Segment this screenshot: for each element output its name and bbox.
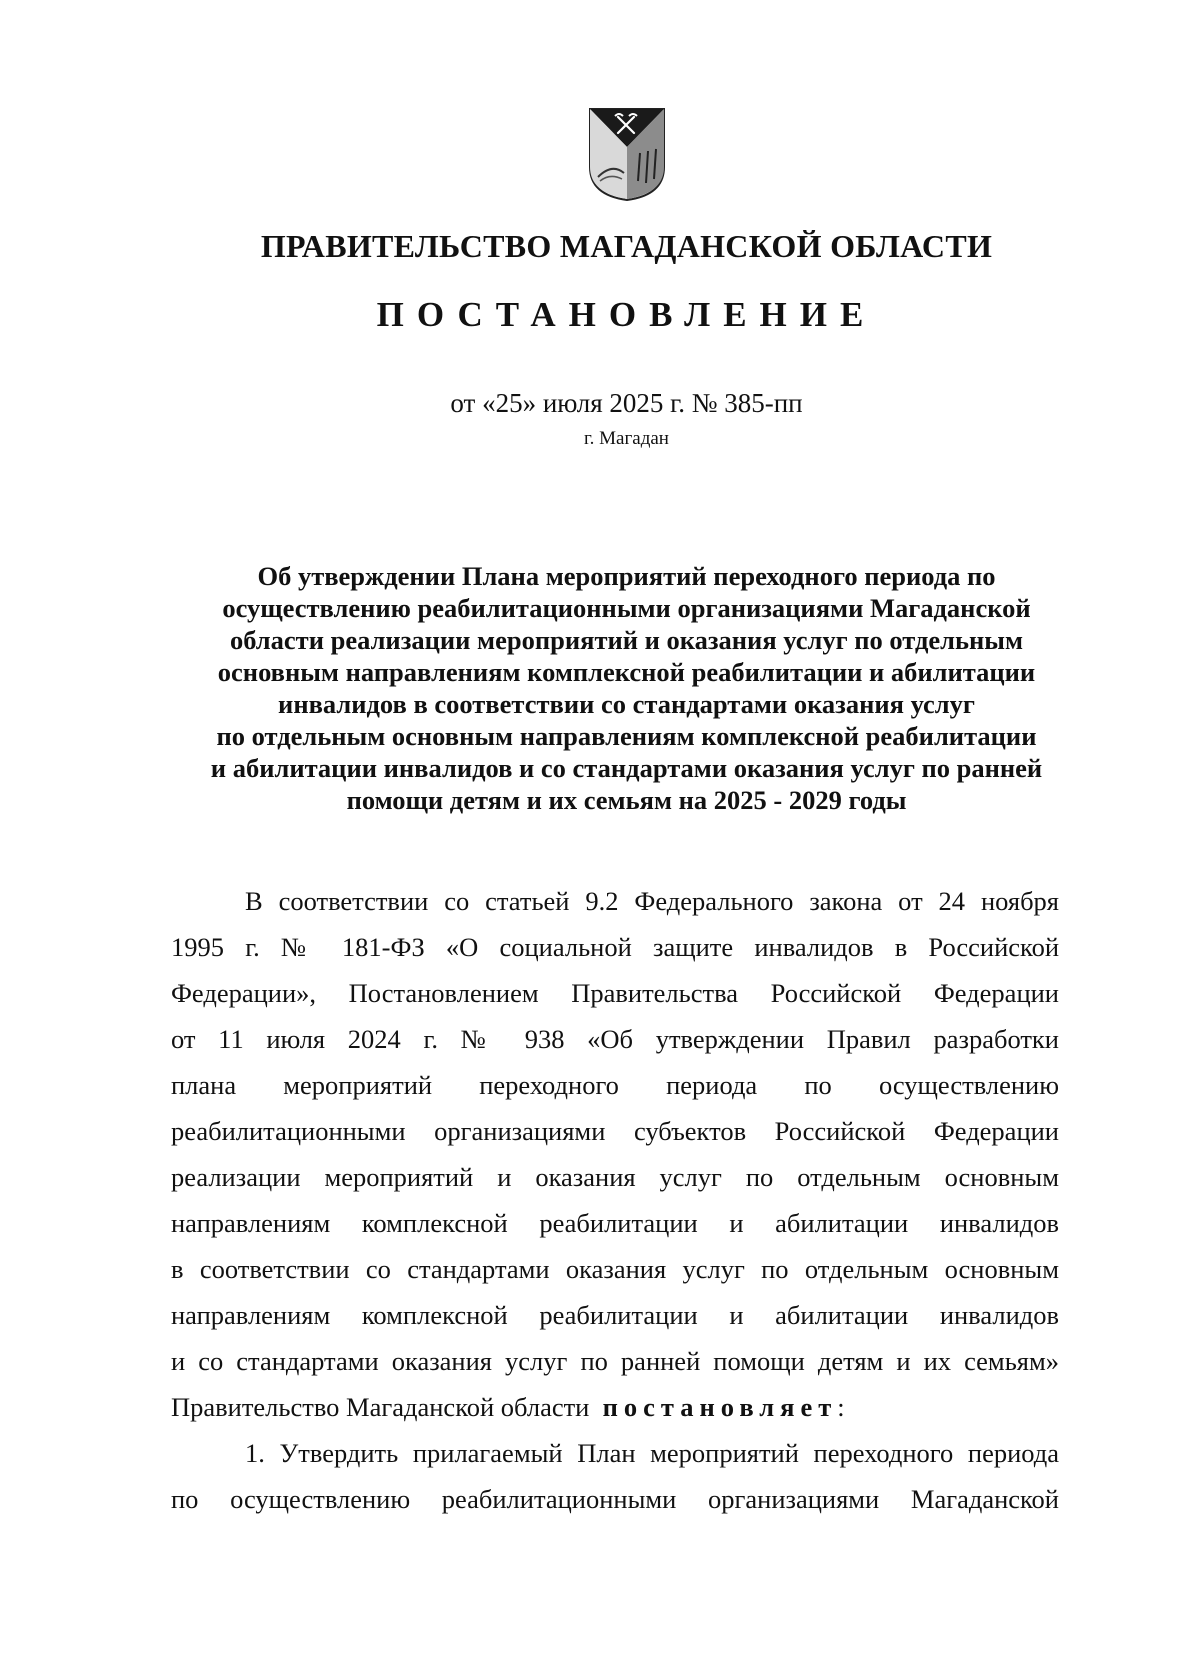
date-and-number: от «25» июля 2025 г. № 385-пп [450, 388, 803, 418]
title-line: по отдельным основным направлениям комплексной реабилитации [216, 721, 1037, 751]
coat-of-arms-icon [588, 107, 666, 202]
title-line: Об утверждении Плана мероприятий переходного периода по [257, 561, 996, 591]
resolution-suffix: : [837, 1392, 845, 1422]
city: г. Магадан [584, 428, 669, 449]
title-line: осуществлению реабилитационными организациями Магаданской [222, 593, 1031, 623]
body-line: направлениям комплексной реабилитации и абилитации инвалидов [171, 1300, 1059, 1330]
resolution-verb: постановляет [602, 1392, 838, 1422]
title-line: инвалидов в соответствии со стандартами оказания услуг [278, 689, 975, 719]
body-line: Федерации», Постановлением Правительства Российской Федерации [171, 978, 1059, 1008]
point-line: 1. Утвердить прилагаемый План мероприятий переходного периода [245, 1438, 1059, 1468]
title-line: и абилитации инвалидов и со стандартами оказания услуг по ранней [210, 753, 1043, 783]
point-line: по осуществлению реабилитационными организациями Магаданской [171, 1484, 1059, 1514]
body-line: реабилитационными организациями субъектов Российской Федерации [171, 1116, 1059, 1146]
title-line: основным направлениям комплексной реабилитации и абилитации [217, 657, 1036, 687]
document-body [171, 878, 1059, 1522]
body-line: и со стандартами оказания услуг по ранней помощи детям и их семьям» [171, 1346, 1059, 1376]
title-line: области реализации мероприятий и оказания услуг по отдельным [229, 625, 1024, 655]
body-line: 1995 г. № 181-ФЗ «О социальной защите инвалидов в Российской [171, 932, 1059, 962]
body-line: плана мероприятий переходного периода по осуществлению [171, 1070, 1059, 1100]
document-type: ПОСТАНОВЛЕНИЕ [376, 295, 877, 334]
organization-name: ПРАВИТЕЛЬСТВО МАГАДАНСКОЙ ОБЛАСТИ [260, 228, 993, 264]
body-line: от 11 июля 2024 г. № 938 «Об утверждении Правил разработки [171, 1024, 1059, 1054]
document-title [150, 560, 1103, 816]
title-line: помощи детям и их семьям на 2025 - 2029 годы [346, 785, 907, 815]
body-line: направлениям комплексной реабилитации и абилитации инвалидов [171, 1208, 1059, 1238]
body-line: реализации мероприятий и оказания услуг по отдельным основным [171, 1162, 1059, 1192]
resolution-line [171, 1384, 1059, 1430]
body-line: В соответствии со статьей 9.2 Федерального закона от 24 ноября [245, 886, 1059, 916]
body-line: в соответствии со стандартами оказания услуг по отдельным основным [171, 1254, 1059, 1284]
resolution-prefix: Правительство Магаданской области [171, 1392, 590, 1422]
